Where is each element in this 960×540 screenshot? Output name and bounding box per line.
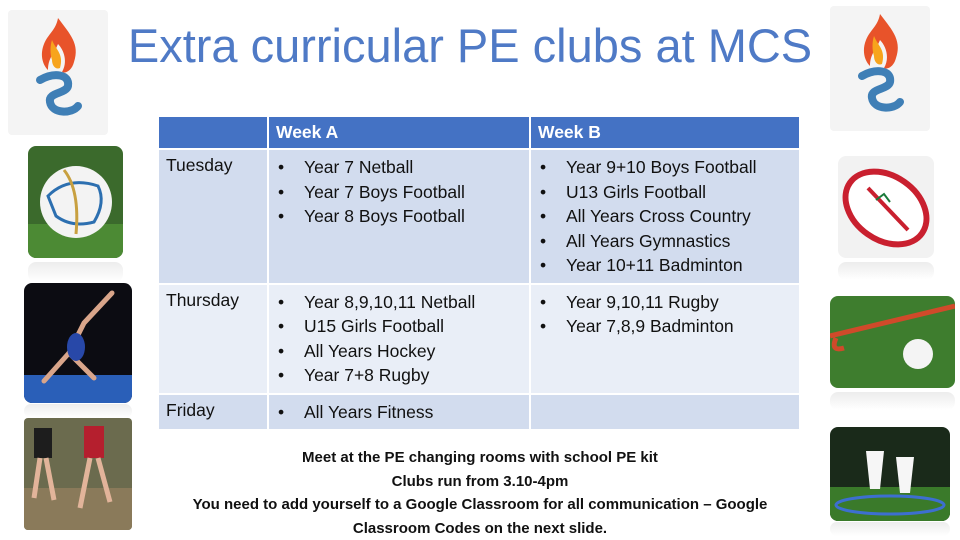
page-title: Extra curricular PE clubs at MCS (127, 19, 813, 72)
table-row-tuesday (158, 149, 800, 284)
club-item: • U13 Girls Football (558, 180, 792, 205)
club-item: • Year 10+11 Badminton (558, 253, 792, 278)
club-item: • Year 9+10 Boys Football (558, 155, 792, 180)
club-item: • Year 9,10,11 Rugby (558, 290, 792, 315)
table-row-thursday (158, 284, 800, 394)
flame-logo-icon (8, 10, 108, 135)
week-b-cell (530, 284, 800, 394)
club-item: • All Years Gymnastics (558, 229, 792, 254)
club-item: • All Years Fitness (296, 400, 522, 425)
header-week-b: Week B (530, 116, 800, 149)
week-a-cell (268, 394, 530, 431)
rugby-ball-photo (838, 156, 934, 258)
club-item: • Year 7,8,9 Badminton (558, 314, 792, 339)
week-b-cell (530, 149, 800, 284)
club-item: • U15 Girls Football (296, 314, 522, 339)
day-cell: Tuesday (158, 149, 268, 284)
runners-photo (24, 418, 132, 530)
table-row-friday (158, 394, 800, 431)
day-cell: Thursday (158, 284, 268, 394)
day-cell: Friday (158, 394, 268, 431)
time-note: Clubs run from 3.10-4pm (391, 472, 569, 490)
club-item: • Year 7+8 Rugby (296, 363, 522, 388)
badminton-photo (830, 427, 950, 521)
classroom-note: You need to add yourself to a Google Classroom for all communication – Google (192, 496, 768, 513)
gymnast-photo (24, 283, 132, 403)
header-week-a: Week A (268, 116, 530, 149)
week-a-cell (268, 149, 530, 284)
club-item: • Year 7 Boys Football (296, 180, 522, 205)
classroom-note-cont: Classroom Codes on the next slide. (352, 519, 608, 537)
hockey-photo (830, 296, 955, 388)
week-b-cell (530, 394, 800, 431)
clubs-timetable (157, 115, 801, 431)
club-item: • Year 8,9,10,11 Netball (296, 290, 522, 315)
football-photo (28, 146, 123, 258)
table-header-row (158, 116, 800, 149)
club-item: • Year 8 Boys Football (296, 204, 522, 229)
meeting-note: Meet at the PE changing rooms with school PE kit (302, 449, 658, 466)
header-day (158, 116, 268, 149)
info-notes (160, 446, 800, 540)
flame-logo-icon (830, 6, 930, 131)
club-item: • All Years Cross Country (558, 204, 792, 229)
school-logo-left (8, 10, 108, 135)
club-item: • Year 7 Netball (296, 155, 522, 180)
club-item: • All Years Hockey (296, 339, 522, 364)
school-logo-right (830, 6, 930, 131)
week-a-cell (268, 284, 530, 394)
